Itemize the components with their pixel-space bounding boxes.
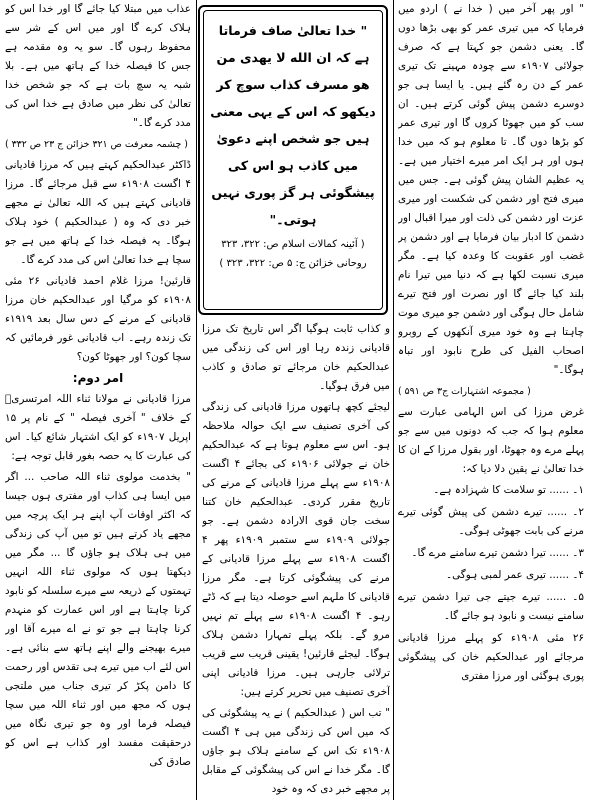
right-paragraph-1: " اور پھر آخر میں ( خدا نے ) اردو میں فرمایا کہ میں تیری عمر کو بھی بڑھا دوں گا۔ یعنی دشمن جو کہتا ہے کہ صرف جولائی ۱۹۰۷ء سے چودہ مہینے تک تیری عمر کے دن رہ گئے ہیں۔ یا ایسا ہی جو دوسرے دشمن پیش گوئی کرتے ہیں۔ ان سب کو میں جھوٹا کروں گا اور تیری عمر کو بڑھا دوں گا۔ تا معلوم ہو کہ میں خدا ہوں اور ہر ایک امر میرے اختیار میں ہے۔ یہ عظیم الشان پیش گوئی ہے۔ جس میں میری فتح اور دشمن کی شکست اور میری عزت اور دشمن کی ذلت اور میرا اقبال اور دشمن کا ادبار بیان فرمایا ہے اور دشمن پر غضب اور عقوبت کا وعدہ کیا ہے۔ مگر میری نسبت لکھا ہے کہ دنیا میں تیرا نام بلند کیا جائے گا اور نصرت اور فتح تیرے شامل حال ہوگی اور دشمن جو میری موت چاہتا ہے وہ خود میری آنکھوں کے روبرو اصحاب الفیل کی طرح نابود اور تباہ ہوگا۔" — [398, 3, 584, 376]
list-item: ۴۔ ...... تیری عمر لمبی ہوگی۔ — [446, 569, 584, 581]
middle-column — [202, 320, 390, 800]
right-paragraph-2: غرض مرزا کی اس الہامی عبارت سے معلوم ہوا کہ جب کہ دونوں میں سے جو پہلے مرے وہ جھوٹا، اور بقول مرزا کے ان کا خدا تعالیٰ نے یقین دلا دیا کہ: — [398, 406, 584, 475]
left-citation-1: ( چشمہ معرفت ص ۳۲۱ خزائن ج ۲۳ ص ۳۳۲ ) — [5, 139, 188, 150]
column-divider-right — [393, 0, 394, 800]
left-paragraph-2: ڈاکٹر عبدالحکیم کہتے ہیں کہ مرزا قادیانی ۴ اگست ۱۹۰۸ء سے قبل مرجائے گا۔ مرزا قادیانی کہتے ہیں کہ اللہ تعالیٰ نے مجھے خبر دی کہ وہ ( عبدالحکیم ) خود ہلاک ہوگا۔ یہ فیصلہ خدا کے ہاتھ میں ہے جو سچا ہے خدا تعالیٰ اس کی مدد کرے گا۔ — [5, 159, 191, 266]
right-column — [398, 0, 584, 800]
list-item: ۳۔ ...... تیرا دشمن تیرے سامنے مرے گا۔ — [411, 547, 584, 559]
list-item: ۵۔ ...... تیرے جیتے جی تیرا دشمن تیرے سامنے نیست و نابود ہو جائے گا۔ — [398, 591, 584, 622]
right-numbered-list — [398, 481, 584, 626]
left-paragraph-4: مرزا قادیانی نے مولانا ثناء اللہ امرتسریؒ کے خلاف " آخری فیصلہ " کے نام پر ۱۵ اپریل ۱۹۰۷ء کو ایک اشتہار شائع کیا۔ اس کی عبارت کا یہ حصہ بغور قابل توجہ ہے: — [5, 393, 191, 462]
left-paragraph-1: عذاب میں مبتلا کیا جائے گا اور خدا اس کو ہلاک کرے گا اور میں اس کے شر سے محفوظ رہوں گا۔ سو یہ وہ مقدمہ ہے جس کا فیصلہ خدا کے ہاتھ میں ہے۔ بلا شبہ یہ سچ بات ہے کہ جو شخص خدا تعالیٰ کی نظر میں صادق ہے خدا اس کی مدد کرے گا۔" — [5, 3, 191, 129]
middle-quote: " تب اس ( عبدالحکیم ) نے یہ پیشگوئی کی کہ میں اس کی زندگی میں ہی ۴ اگست ۱۹۰۸ء تک اس کے سامنے ہلاک ہو جاؤں گا۔ مگر خدا نے اس کی پیشگوئی کے مقابل پر مجھے خبر دی کہ وہ خود — [202, 707, 390, 795]
right-citation-1: ( مجموعہ اشتہارات ج۳ ص ۵۹۱ ) — [398, 386, 531, 397]
middle-paragraph-2: لیجئے کچھ ہاتھوں مرزا قادیانی کی زندگی کی آخری تصنیف سے ایک حوالہ ملاحظہ ہو۔ اس سے معلوم ہوتا ہے کہ عبدالحکیم خان نے جولائی ۱۹۰۶ء کی بجائے ۴ اگست ۱۹۰۸ء سے پہلے مرزا قادیانی کے مرنے کی تاریخ مقرر کردی۔ عبدالحکیم خان کتنا سخت جان قوی الارادہ دشمن ہے۔ جو جولائی ۱۹۰۹ء سے ستمبر ۱۹۰۹ء پھر ۴ اگست ۱۹۰۸ء سے پہلے مرزا قادیانی کے مرنے کی پیشگوئی کرتا ہے۔ مگر مرزا قادیانی کا ملہم اسے حوصلہ دیتا ہے کہ ڈٹے رہو۔ ۴ اگست ۱۹۰۸ء سے پہلے تم نہیں مرو گے۔ بلکہ پہلے تمہارا دشمن ہلاک ہوگا۔ لیجئے قارئین! یقینی قریب سے قریب ترلائی جارہی ہیں۔ مرزا قادیانی اپنی آخری تصنیف میں تحریر کرتے ہیں: — [202, 401, 390, 698]
section-heading: امر دوم: — [72, 371, 124, 385]
list-item: ۲۔ ...... تیرے دشمن کی پیش گوئی تیرے مرنے کی بابت جھوٹی ہوگی۔ — [398, 506, 584, 537]
highlighted-quote-box — [198, 5, 388, 315]
left-paragraph-5: " بخدمت مولوی ثناء اللہ صاحب ... اگر میں ایسا ہی کذاب اور مفتری ہوں جیسا کہ اکثر اوقات آپ اپنے ہر ایک پرچہ میں مجھے یاد کرتے ہیں تو میں آپ کی زندگی میں ہی ہلاک ہو جاؤں گا ... مگر میں دیکھتا ہوں کہ مولوی ثناء اللہ انہیں تہمتوں کے ذریعہ سے میرے سلسلہ کو نابود کرنا چاہتا ہے اور اس عمارت کو منہدم کرنا چاہتا ہے جو تو نے اے میرے آقا اور میرے بھیجنے والے اپنے ہاتھ سے بنائی ہے۔ اس لئے اب میں تیرے ہی تقدس اور رحمت کا دامن پکڑ کر تیری جناب میں ملتجی ہوں کہ مجھ میں اور ثناء اللہ میں سچا فیصلہ فرما اور وہ جو تیری نگاہ میں درحقیقت مفسد اور کذاب ہے اس کو صادق کی — [5, 471, 191, 768]
boxed-quote-text: " خدا تعالیٰ صاف فرماتا ہے کہ ان الله لا یهدی من هو مسرف کذاب سوچ کر دیکھو کہ اس کے یہی معنی ہیں جو شخص اپنے دعویٰ میں کاذب ہو اس کی پیشگوئی ہر گز پوری نہیں ہوتی۔" — [210, 23, 376, 227]
left-paragraph-3: قارئین! مرزا غلام احمد قادیانی ۲۶ مئی ۱۹۰۸ء کو مرگیا اور عبدالحکیم خان مرزا قادیانی کے مرنے کے دس سال بعد ۱۹۱۹ء تک زندہ رہے۔ اب قادیانی غور فرمائیں کہ سچا کون؟ اور جھوٹا کون؟ — [5, 275, 191, 363]
boxed-quote-citation: ( آئینہ کمالات اسلام ص: ۳۲۲، ۳۲۳ روحانی خزائن ج: ۵ ص: ۳۲۲، ۳۲۳ ) — [219, 239, 367, 269]
left-column — [5, 0, 191, 800]
middle-paragraph-1: و کذاب ثابت ہوگیا اگر اس تاریخ تک مرزا قادیانی زندہ رہا اور اس کی زندگی میں عبدالحکیم خان مرجائے تو صادق و کاذب میں فرق ہوگیا۔ — [202, 323, 390, 392]
quote-box-inner — [203, 10, 383, 310]
list-item: ۱۔ ...... تو سلامت کا شہزادہ ہے۔ — [433, 484, 584, 496]
column-divider-left — [196, 0, 197, 800]
right-paragraph-3: ۲۶ مئی ۱۹۰۸ء کو پہلے مرزا قادیانی مرجائے اور عبدالحکیم خان کی پیشگوئی پوری ہوگئی اور مرزا مفتری — [398, 632, 584, 682]
